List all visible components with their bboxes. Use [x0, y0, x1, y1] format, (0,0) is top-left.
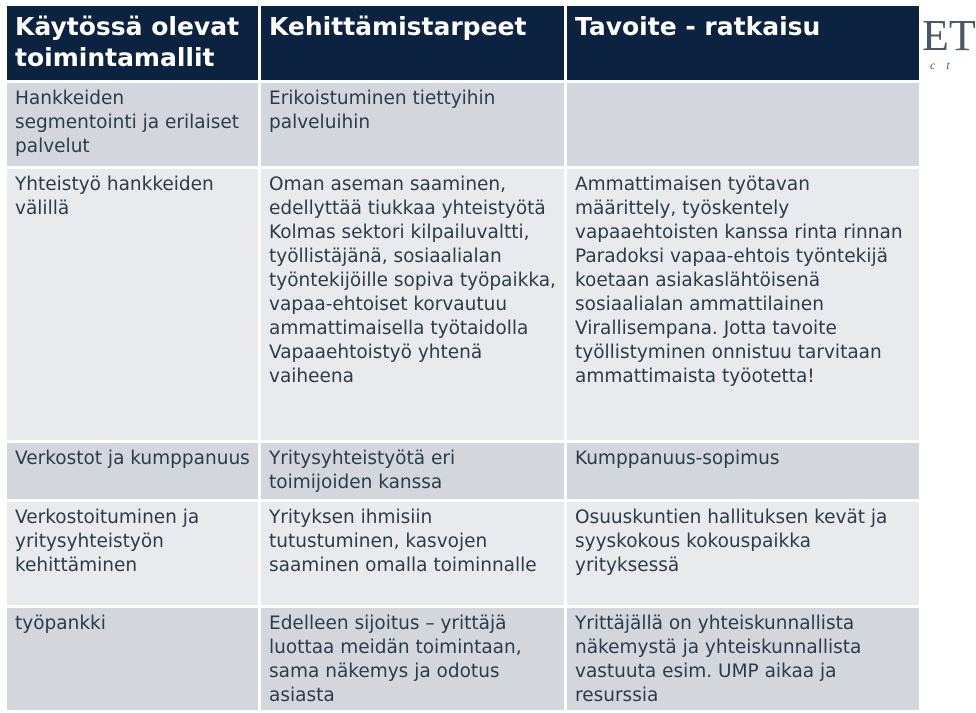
cell-development-need: Yrityksen ihmisiin tutustuminen, kasvojen saaminen omalla toiminnalle: [261, 502, 564, 605]
table-row: [7, 443, 919, 499]
development-needs-table: [4, 3, 922, 713]
header-row: [7, 6, 919, 80]
header-current-models: Käytössä olevat toimintamallit: [7, 6, 258, 80]
table-row: [7, 608, 919, 710]
cell-current-model: työpankki: [7, 608, 258, 710]
cell-goal-solution: [567, 83, 919, 166]
table-row: [7, 502, 919, 605]
logo-subtext: c t: [930, 58, 954, 72]
cell-goal-solution: Kumppanuus-sopimus: [567, 443, 919, 499]
table-row: [7, 83, 919, 166]
cell-development-need: Oman aseman saaminen, edellyttää tiukkaa yhteistyötä Kolmas sektori kilpailuvaltti, työllistäjänä, sosiaalialan työntekijöille sopiva työpaikka, vapaa-ehtoiset korvautuu ammattimaisella työtaidolla Vapaaehtoistyö yhtenä vaiheena: [261, 169, 564, 440]
header-goal-solution: Tavoite - ratkaisu: [567, 6, 919, 80]
cell-goal-solution: Ammattimaisen työtavan määrittely, työskentely vapaaehtoisten kanssa rinta rinnan Paradoksi vapaa-ehtois työntekijä koetaan asiakaslähtöisenä sosiaalialan ammattilainen Virallisempana. Jotta tavoite työllistyminen onnistuu tarvitaan ammattimaista työotetta!: [567, 169, 919, 440]
cell-goal-solution: Osuuskuntien hallituksen kevät ja syyskokous kokouspaikka yrityksessä: [567, 502, 919, 605]
header-development-needs: Kehittämistarpeet: [261, 6, 564, 80]
cell-current-model: Yhteistyö hankkeiden välillä: [7, 169, 258, 440]
cell-current-model: Verkostot ja kumppanuus: [7, 443, 258, 499]
cell-development-need: Yritysyhteistyötä eri toimijoiden kanssa: [261, 443, 564, 499]
cell-development-need: Edelleen sijoitus – yrittäjä luottaa meidän toimintaan, sama näkemys ja odotus asiasta: [261, 608, 564, 710]
table-row: [7, 169, 919, 440]
organization-logo: [922, 8, 976, 72]
cell-goal-solution: Yrittäjällä on yhteiskunnallista näkemystä ja yhteiskunnallista vastuuta esim. UMP aikaa ja resurssia: [567, 608, 919, 710]
cell-current-model: Verkostoituminen ja yritysyhteistyön kehittäminen: [7, 502, 258, 605]
cell-development-need: Erikoistuminen tiettyihin palveluihin: [261, 83, 564, 166]
cell-current-model: Hankkeiden segmentointi ja erilaiset palvelut: [7, 83, 258, 166]
logo-letters: ET: [922, 11, 976, 60]
